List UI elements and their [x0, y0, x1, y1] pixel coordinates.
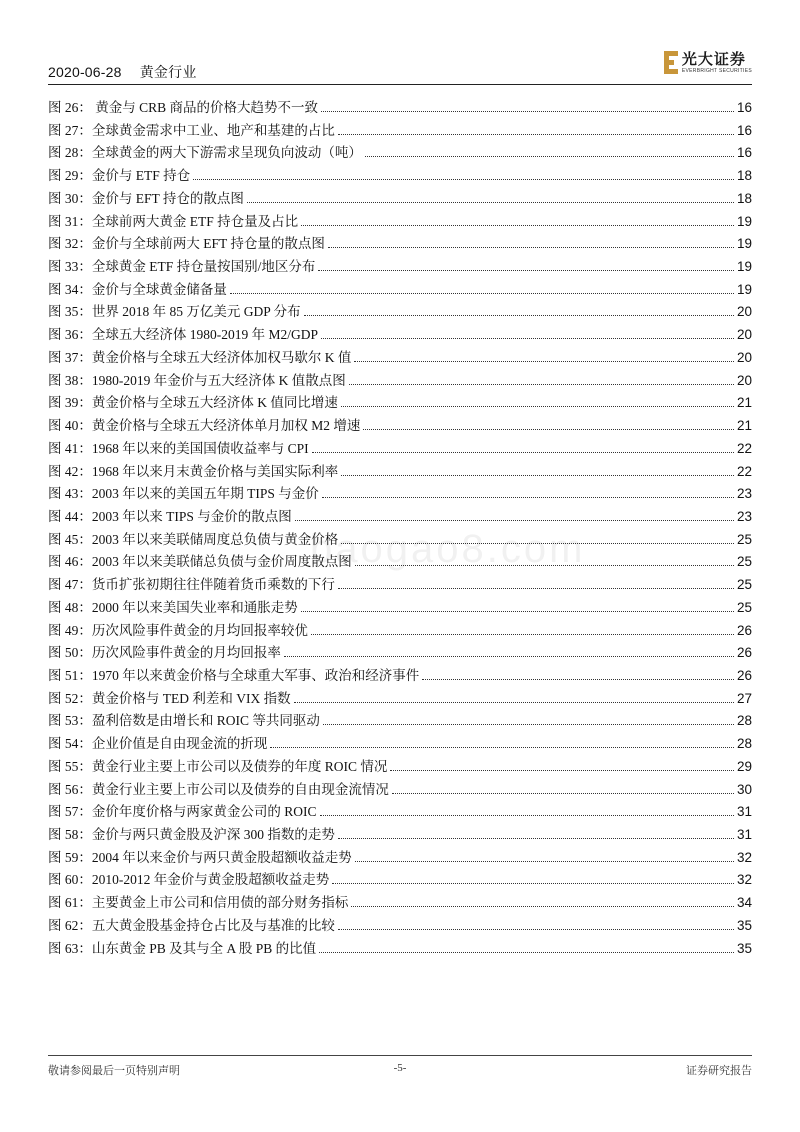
- toc-entry-label[interactable]: 图 55：黄金行业主要上市公司以及债券的年度 ROIC 情况: [48, 758, 388, 774]
- toc-entry-page[interactable]: 32: [736, 872, 752, 888]
- toc-entry-page[interactable]: 20: [736, 372, 752, 388]
- toc-entry-page[interactable]: 31: [736, 804, 752, 820]
- toc-dot-leader: [338, 587, 734, 589]
- toc-entry[interactable]: [48, 847, 752, 870]
- toc-entry-page[interactable]: 19: [736, 259, 752, 275]
- toc-entry-label[interactable]: 图 49：历次风险事件黄金的月均回报率较优: [48, 622, 308, 638]
- toc-entry-label[interactable]: 图 44：2003 年以来 TIPS 与金价的散点图: [48, 508, 292, 524]
- toc-dot-leader: [247, 201, 734, 203]
- toc-dot-leader: [338, 837, 734, 839]
- toc-entry-page[interactable]: 25: [736, 599, 752, 615]
- page-number: -5-: [393, 1062, 407, 1074]
- toc-entry-label[interactable]: 图 34：金价与全球黄金储备量: [48, 281, 227, 297]
- toc-entry[interactable]: [48, 688, 752, 711]
- toc-dot-leader: [321, 337, 734, 339]
- toc-dot-leader: [341, 542, 734, 544]
- toc-entry-label[interactable]: 图 38：1980-2019 年金价与五大经济体 K 值散点图: [48, 372, 346, 388]
- toc-dot-leader: [321, 110, 734, 112]
- toc-entry-label[interactable]: 图 42：1968 年以来月末黄金价格与美国实际利率: [48, 463, 339, 479]
- toc-dot-leader: [332, 882, 734, 884]
- toc-entry[interactable]: [48, 915, 752, 938]
- toc-entry[interactable]: [48, 120, 752, 143]
- toc-entry-page[interactable]: 19: [736, 281, 752, 297]
- toc-entry-page[interactable]: 18: [736, 168, 752, 184]
- toc-dot-leader: [193, 178, 734, 180]
- toc-entry[interactable]: [48, 165, 752, 188]
- toc-entry[interactable]: [48, 756, 752, 779]
- toc-dot-leader: [301, 224, 734, 226]
- toc-entry-page[interactable]: 30: [736, 781, 752, 797]
- toc-entry-label[interactable]: 图 41：1968 年以来的美国国债收益率与 CPI: [48, 440, 309, 456]
- toc-entry-label[interactable]: 图 50：历次风险事件黄金的月均回报率: [48, 645, 281, 661]
- toc-entry-page[interactable]: 16: [736, 145, 752, 161]
- toc-dot-leader: [322, 496, 734, 498]
- toc-entry-page[interactable]: 21: [736, 395, 752, 411]
- toc-entry-label[interactable]: 图 26： 黄金与 CRB 商品的价格大趋势不一致: [48, 100, 319, 115]
- toc-entry[interactable]: [48, 370, 752, 393]
- toc-entry-page[interactable]: 26: [736, 667, 752, 683]
- toc-entry-page[interactable]: 25: [736, 577, 752, 593]
- toc-entry[interactable]: [48, 824, 752, 847]
- toc-entry-page[interactable]: 28: [736, 713, 752, 729]
- toc-dot-leader: [341, 474, 734, 476]
- toc-entry-page[interactable]: 21: [736, 418, 752, 434]
- toc-entry-label[interactable]: 图 51：1970 年以来黄金价格与全球重大军事、政治和经济事件: [48, 667, 420, 683]
- toc-dot-leader: [270, 746, 734, 748]
- toc-entry[interactable]: [48, 347, 752, 370]
- toc-entry-page[interactable]: 29: [736, 758, 752, 774]
- toc-dot-leader: [284, 655, 734, 657]
- toc-entry[interactable]: [48, 438, 752, 461]
- toc-entry[interactable]: [48, 461, 752, 484]
- toc-entry[interactable]: [48, 392, 752, 415]
- toc-dot-leader: [304, 314, 734, 316]
- toc-entry-page[interactable]: 20: [736, 349, 752, 365]
- toc-entry-label[interactable]: 图 30：金价与 EFT 持仓的散点图: [48, 190, 244, 206]
- report-industry: 黄金行业: [139, 64, 197, 80]
- footer-report-type: 证券研究报告: [686, 1065, 752, 1077]
- toc-dot-leader: [301, 610, 734, 612]
- toc-entry-label[interactable]: 图 40：黄金价格与全球五大经济体单月加权 M2 增速: [48, 418, 361, 434]
- toc-entry[interactable]: [48, 642, 752, 665]
- toc-entry-label[interactable]: 图 63：山东黄金 PB 及其与全 A 股 PB 的比值: [48, 940, 317, 956]
- logo-mark-icon: [664, 51, 678, 75]
- toc-entry-label[interactable]: 图 52：黄金价格与 TED 利差和 VIX 指数: [48, 690, 291, 706]
- toc-entry-page[interactable]: 35: [736, 917, 752, 933]
- toc-entry-page[interactable]: 25: [736, 554, 752, 570]
- toc-entry-label[interactable]: 图 27：全球黄金需求中工业、地产和基建的占比: [48, 122, 335, 138]
- toc-entry-label[interactable]: 图 33：全球黄金 ETF 持仓量按国别/地区分布: [48, 259, 316, 275]
- toc-entry-label[interactable]: 图 56：黄金行业主要上市公司以及债券的自由现金流情况: [48, 781, 389, 797]
- toc-dot-leader: [312, 451, 734, 453]
- toc-dot-leader: [355, 860, 734, 862]
- toc-entry-page[interactable]: 22: [736, 440, 752, 456]
- toc-entry[interactable]: [48, 211, 752, 234]
- toc-entry-page[interactable]: 23: [736, 486, 752, 502]
- report-date: 2020-06-28: [48, 64, 122, 80]
- toc-entry[interactable]: [48, 142, 752, 165]
- toc-entry[interactable]: [48, 301, 752, 324]
- toc-entry-label[interactable]: 图 43：2003 年以来的美国五年期 TIPS 与金价: [48, 486, 319, 502]
- toc-dot-leader: [354, 360, 734, 362]
- toc-entry-label[interactable]: 图 39：黄金价格与全球五大经济体 K 值同比增速: [48, 395, 338, 411]
- toc-entry-page[interactable]: 25: [736, 531, 752, 547]
- logo-english-name: EVERBRIGHT SECURITIES: [681, 68, 752, 74]
- toc-dot-leader: [328, 246, 734, 248]
- toc-entry-label[interactable]: 图 57：金价年度价格与两家黄金公司的 ROIC: [48, 804, 317, 820]
- toc-entry[interactable]: [48, 97, 752, 120]
- toc-dot-leader: [390, 769, 734, 771]
- toc-entry-label[interactable]: 图 59：2004 年以来金价与两只黄金股超额收益走势: [48, 849, 352, 865]
- toc-entry-label[interactable]: 图 54：企业价值是自由现金流的折现: [48, 736, 268, 752]
- toc-entry-label[interactable]: 图 31：全球前两大黄金 ETF 持仓量及占比: [48, 213, 299, 229]
- toc-entry-page[interactable]: 16: [736, 100, 752, 115]
- company-logo: [664, 48, 752, 78]
- toc-entry-page[interactable]: 22: [736, 463, 752, 479]
- toc-entry[interactable]: [48, 415, 752, 438]
- toc-entry[interactable]: [48, 801, 752, 824]
- toc-entry-label[interactable]: 图 45：2003 年以来美联储周度总负债与黄金价格: [48, 531, 339, 547]
- header-meta: [48, 62, 197, 82]
- toc-dot-leader: [392, 792, 734, 794]
- toc-dot-leader: [355, 564, 734, 566]
- toc-entry-page[interactable]: 26: [736, 645, 752, 661]
- toc-entry-label[interactable]: 图 61：主要黄金上市公司和信用债的部分财务指标: [48, 895, 349, 911]
- toc-entry[interactable]: [48, 483, 752, 506]
- toc-entry-page[interactable]: 34: [736, 895, 752, 911]
- toc-entry-page[interactable]: 26: [736, 622, 752, 638]
- toc-dot-leader: [311, 633, 734, 635]
- toc-entry[interactable]: [48, 529, 752, 552]
- toc-entry[interactable]: [48, 233, 752, 256]
- page-header: [48, 50, 752, 82]
- toc-entry-page[interactable]: 20: [736, 327, 752, 343]
- toc-entry-label[interactable]: 图 60：2010-2012 年金价与黄金股超额收益走势: [48, 872, 330, 888]
- toc-entry-label[interactable]: 图 28：全球黄金的两大下游需求呈现负向波动（吨）: [48, 145, 362, 161]
- logo-chinese-name: 光大证券: [681, 50, 746, 68]
- toc-entry[interactable]: [48, 256, 752, 279]
- toc-entry-page[interactable]: 19: [736, 236, 752, 252]
- toc-entry-label[interactable]: 图 29：金价与 ETF 持仓: [48, 168, 191, 184]
- toc-entry[interactable]: [48, 733, 752, 756]
- toc-dot-leader: [318, 269, 734, 271]
- toc-entry-page[interactable]: 23: [736, 508, 752, 524]
- toc-entry-label[interactable]: 图 53：盈利倍数是由增长和 ROIC 等共同驱动: [48, 713, 320, 729]
- toc-entry[interactable]: [48, 574, 752, 597]
- toc-entry-page[interactable]: 16: [736, 122, 752, 138]
- toc-dot-leader: [363, 428, 734, 430]
- toc-entry[interactable]: [48, 279, 752, 302]
- toc-entry[interactable]: [48, 869, 752, 892]
- toc-dot-leader: [294, 701, 734, 703]
- figure-index-list: [48, 97, 752, 960]
- page-footer: [48, 1062, 752, 1080]
- toc-dot-leader: [349, 383, 734, 385]
- toc-entry-page[interactable]: 28: [736, 736, 752, 752]
- toc-entry[interactable]: [48, 324, 752, 347]
- toc-entry[interactable]: [48, 620, 752, 643]
- toc-entry-label[interactable]: 图 36：全球五大经济体 1980-2019 年 M2/GDP: [48, 327, 319, 343]
- toc-entry[interactable]: [48, 938, 752, 961]
- toc-entry-page[interactable]: 20: [736, 304, 752, 320]
- toc-entry-page[interactable]: 19: [736, 213, 752, 229]
- toc-dot-leader: [422, 678, 734, 680]
- toc-entry-label[interactable]: 图 47：货币扩张初期往往伴随着货币乘数的下行: [48, 577, 335, 593]
- toc-entry-label[interactable]: 图 58：金价与两只黄金股及沪深 300 指数的走势: [48, 827, 335, 842]
- toc-dot-leader: [319, 951, 734, 953]
- toc-entry[interactable]: [48, 779, 752, 802]
- toc-entry[interactable]: [48, 665, 752, 688]
- toc-entry-page[interactable]: 27: [736, 690, 752, 706]
- toc-dot-leader: [338, 133, 734, 135]
- toc-entry-label[interactable]: 图 62：五大黄金股基金持仓占比及与基准的比较: [48, 917, 335, 933]
- toc-entry-label[interactable]: 图 35：世界 2018 年 85 万亿美元 GDP 分布: [48, 304, 301, 320]
- toc-dot-leader: [365, 155, 734, 157]
- toc-dot-leader: [351, 905, 734, 907]
- toc-entry-label[interactable]: 图 46：2003 年以来美联储总负债与金价周度散点图: [48, 554, 352, 570]
- toc-entry[interactable]: [48, 710, 752, 733]
- toc-entry-page[interactable]: 18: [736, 190, 752, 206]
- footer-divider: [48, 1055, 752, 1056]
- toc-entry[interactable]: [48, 892, 752, 915]
- toc-dot-leader: [295, 519, 734, 521]
- footer-disclaimer: 敬请参阅最后一页特别声明: [48, 1065, 180, 1077]
- toc-dot-leader: [320, 814, 734, 816]
- toc-entry-label[interactable]: 图 32：金价与全球前两大 EFT 持仓量的散点图: [48, 236, 325, 252]
- toc-entry[interactable]: [48, 188, 752, 211]
- toc-dot-leader: [341, 405, 734, 407]
- toc-entry[interactable]: [48, 506, 752, 529]
- toc-dot-leader: [323, 723, 734, 725]
- toc-entry-page[interactable]: 32: [736, 849, 752, 865]
- toc-entry-page[interactable]: 31: [736, 827, 752, 842]
- toc-entry[interactable]: [48, 551, 752, 574]
- toc-entry-label[interactable]: 图 48：2000 年以来美国失业率和通胀走势: [48, 599, 298, 615]
- toc-dot-leader: [338, 928, 734, 930]
- watermark: baogao8.com: [310, 527, 586, 571]
- toc-dot-leader: [230, 292, 734, 294]
- header-divider: [48, 84, 752, 85]
- toc-entry[interactable]: [48, 597, 752, 620]
- toc-entry-label[interactable]: 图 37：黄金价格与全球五大经济体加权马歇尔 K 值: [48, 349, 352, 365]
- toc-entry-page[interactable]: 35: [736, 940, 752, 956]
